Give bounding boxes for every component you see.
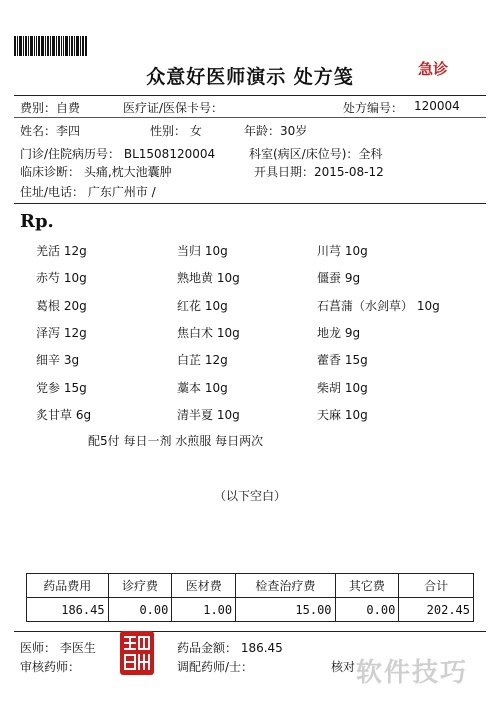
doctor-name: 医师： 李医生 [20, 641, 96, 655]
herb-item: 赤芍 10g [36, 271, 87, 285]
herb-item: 焦白术 10g [177, 326, 240, 340]
herb-item: 僵蚕 9g [317, 271, 361, 285]
patient-age: 年龄：30岁 [244, 124, 308, 138]
herb-item: 泽泻 12g [36, 326, 87, 340]
herb-item: 石菖蒲（水剑草） 10g [317, 299, 440, 313]
blank-below-note: （以下空白） [213, 489, 286, 503]
fee-type: 费别：自费 [20, 101, 81, 115]
herb-item: 地龙 9g [317, 326, 361, 340]
herb-item: 天麻 10g [317, 408, 368, 422]
header-consult-fee: 诊疗费 [108, 574, 172, 598]
header-other-fee: 其它费 [335, 574, 399, 598]
value-consult-fee: 0.00 [108, 598, 172, 622]
patient-sex: 性别： 女 [150, 124, 202, 138]
header-exam-fee: 检查治疗费 [236, 574, 335, 598]
issue-date: 开具日期：2015-08-12 [254, 165, 384, 179]
herb-item: 党参 15g [36, 381, 87, 395]
table-row [27, 598, 474, 622]
department: 科室(病区/床位号)：全科 [249, 147, 383, 161]
divider [14, 117, 486, 118]
drug-amount: 药品金额： 186.45 [177, 641, 283, 655]
patient-name: 姓名：李四 [20, 124, 81, 138]
value-other-fee: 0.00 [335, 598, 399, 622]
rx-number-label: 处方编号： [343, 101, 404, 115]
record-number: 门诊/住院病历号： BL1508120004 [20, 147, 216, 161]
prescription-title: 众意好医师演示 处方笺 [146, 66, 354, 88]
dispenser-label: 调配药师/士： [177, 660, 254, 674]
barcode-icon [14, 36, 87, 56]
herb-item: 藿香 15g [317, 353, 368, 367]
reviewer-label: 审核药师： [20, 660, 81, 674]
herb-item: 细辛 3g [36, 353, 80, 367]
address-phone: 住址/电话： 广东广州市 / [20, 185, 156, 199]
rp-label: Rp. [20, 211, 54, 232]
checker-label: 核对 [331, 660, 356, 674]
herb-item: 炙甘草 6g [36, 408, 92, 422]
divider [14, 203, 486, 204]
header-material-fee: 医材费 [172, 574, 236, 598]
value-drug-fee: 186.45 [27, 598, 109, 622]
value-total: 202.45 [399, 598, 474, 622]
insurance-card-label: 医疗证/医保卡号： [123, 101, 224, 115]
herb-item: 柴胡 10g [317, 381, 368, 395]
value-material-fee: 1.00 [172, 598, 236, 622]
usage-instructions: 配5付 每日一剂 水煎服 每日两次 [88, 434, 264, 448]
herb-item: 藁本 10g [177, 381, 228, 395]
divider [14, 95, 486, 96]
herb-item: 白芷 12g [177, 353, 228, 367]
header-total: 合计 [399, 574, 474, 598]
herb-item: 清半夏 10g [177, 408, 240, 422]
doctor-seal-icon [120, 631, 154, 675]
rx-number: 120004 [414, 99, 460, 113]
fees-table [26, 573, 474, 622]
herb-item: 熟地黄 10g [177, 271, 240, 285]
clinical-diagnosis: 临床诊断： 头痛,枕大池囊肿 [20, 165, 172, 179]
watermark: 软件技巧 [356, 658, 469, 688]
table-header-row [27, 574, 474, 598]
herb-item: 川芎 10g [317, 244, 368, 258]
herb-item: 葛根 20g [36, 299, 87, 313]
herb-item: 红花 10g [177, 299, 228, 313]
divider [14, 631, 486, 632]
herb-item: 当归 10g [177, 244, 228, 258]
value-exam-fee: 15.00 [236, 598, 335, 622]
urgent-badge: 急诊 [418, 60, 449, 78]
header-drug-fee: 药品费用 [27, 574, 109, 598]
herb-item: 羌活 12g [36, 244, 87, 258]
